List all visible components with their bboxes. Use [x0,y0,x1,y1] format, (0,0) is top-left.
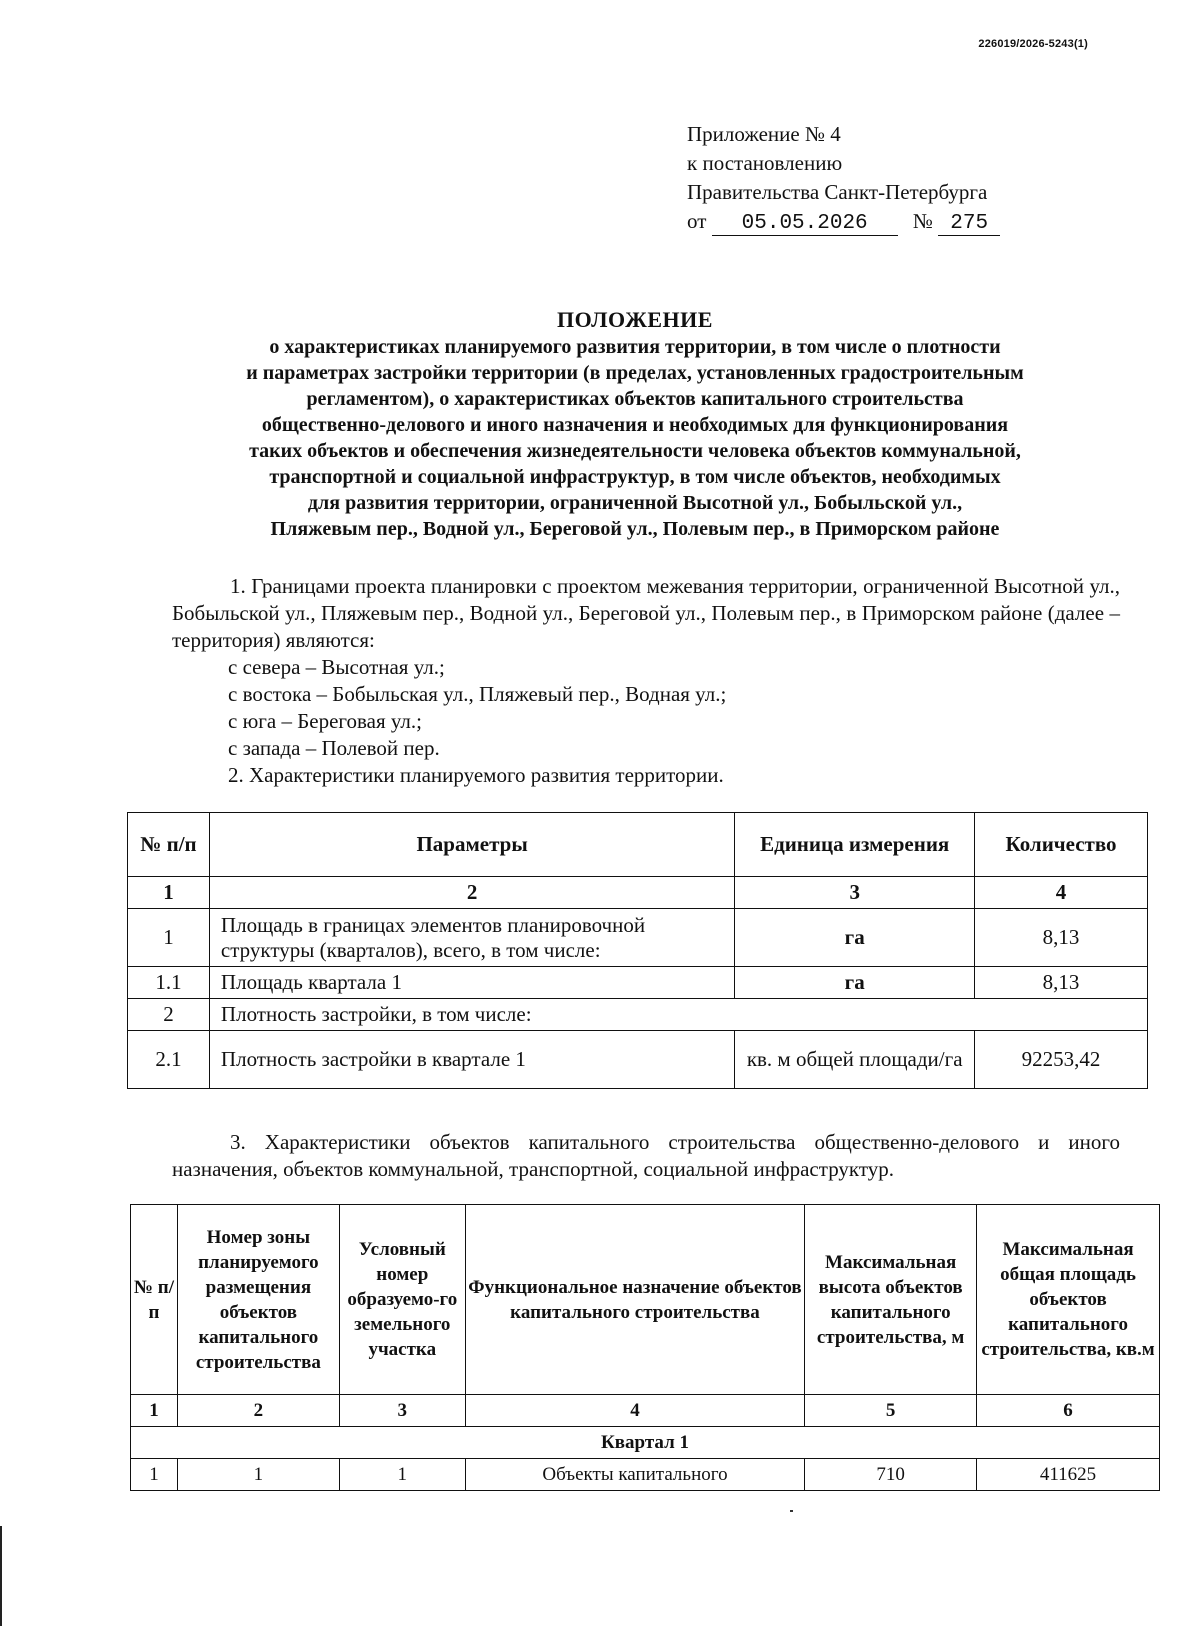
row-parameter: Площадь квартала 1 [209,967,734,999]
row-number: 1.1 [128,967,210,999]
index-cell: 1 [131,1395,178,1427]
row-unit: га [735,909,975,967]
index-cell: 1 [128,877,210,909]
index-cell: 5 [805,1395,977,1427]
table-header-row [131,1205,1160,1395]
col-header-plot-number: Условный номер образуемо-го земельного участка [339,1205,465,1395]
section-3-text: 3. Характеристики объектов капитального строительства общественно-делового и иного назначения, объектов коммунальной, транспортной, социальной инфраструктур. [172,1130,1120,1181]
section-2-heading: 2. Характеристики планируемого развития территории. [228,763,724,787]
from-label: от [687,209,707,233]
row-number: 2.1 [128,1031,210,1089]
section-1-text: 1. Границами проекта планировки с проектом межевания территории, ограниченной Высотной ул., Бобыльской ул., Пляжевым пер., Водной ул., Береговой ул., Полевым пер., в Приморском районе (далее – территория) являются: [172,574,1120,652]
appendix-line-3: Правительства Санкт-Петербурга [687,180,988,204]
group-row [131,1427,1160,1459]
col-header-function: Функциональное назначение объектов капитального строительства [465,1205,804,1395]
row-parameter: Плотность застройки в квартале 1 [209,1031,734,1089]
table-index-row [131,1395,1160,1427]
col-header-max-height: Максимальная высота объектов капитального строительства, м [805,1205,977,1395]
appendix-date-line [687,207,1000,236]
document-title: ПОЛОЖЕНИЕ [557,307,713,332]
appendix-line-2: к постановлению [687,151,843,175]
subtitle-line: транспортной и социальной инфраструктур, в том числе объектов, необходимых [269,466,1001,488]
row-quantity: 92253,42 [975,1031,1148,1089]
table-header-row [128,813,1148,877]
row-function: Объекты капитального [465,1459,804,1491]
subtitle-line: о характеристиках планируемого развития территории, в том числе о плотности [269,336,1001,358]
boundary-east: с востока – Бобыльская ул., Пляжевый пер., Водная ул.; [228,682,727,706]
subtitle-line: для развития территории, ограниченной Высотной ул., Бобыльской ул., [307,492,963,514]
index-cell: 2 [177,1395,339,1427]
row-number: 2 [128,999,210,1031]
appendix-line-1: Приложение № 4 [687,122,841,146]
quarter-group-label: Квартал 1 [131,1427,1160,1459]
index-cell: 3 [339,1395,465,1427]
col-header-quantity: Количество [975,813,1148,877]
capital-construction-table [130,1204,1160,1491]
number-label: № [912,209,933,233]
row-quantity: 8,13 [975,909,1148,967]
document-registration-number: 226019/2026-5243(1) [978,38,1088,50]
decree-date: 05.05.2026 [712,213,898,236]
row-unit: кв. м общей площади/га [735,1031,975,1089]
row-parameter: Площадь в границах элементов планировочной структуры (кварталов), всего, в том числе: [209,909,734,967]
decree-number: 275 [938,213,1000,236]
index-cell: 4 [975,877,1148,909]
subtitle-line: таких объектов и обеспечения жизнедеятельности человека объектов коммунальной, [249,440,1021,462]
row-max-area: 411625 [977,1459,1160,1491]
table-row [128,909,1148,967]
table-row [128,967,1148,999]
appendix-header [687,120,1000,236]
col-header-max-area: Максимальная общая площадь объектов капитального строительства, кв.м [977,1205,1160,1395]
subtitle-line: и параметрах застройки территории (в пределах, установленных градостроительным [246,362,1024,384]
table-row [128,999,1148,1031]
table-row [131,1459,1160,1491]
col-header-parameters: Параметры [209,813,734,877]
col-header-number: № п/п [128,813,210,877]
row-max-height: 710 [805,1459,977,1491]
col-header-unit: Единица измерения [735,813,975,877]
table-row [128,1031,1148,1089]
subtitle-line: регламентом), о характеристиках объектов капитального строительства [306,388,964,410]
row-plot-number: 1 [339,1459,465,1491]
row-number: 1 [131,1459,178,1491]
index-cell: 6 [977,1395,1160,1427]
document-title-block [150,306,1120,542]
territory-characteristics-table [127,812,1148,1089]
boundary-south: с юга – Береговая ул.; [228,709,422,733]
boundary-west: с запада – Полевой пер. [228,736,440,760]
index-cell: 3 [735,877,975,909]
section-1 [172,573,1120,789]
subtitle-line: Пляжевым пер., Водной ул., Береговой ул., Полевым пер., в Приморском районе [270,518,1000,540]
scan-edge-mark [0,1526,2,1626]
row-unit: га [735,967,975,999]
row-quantity: 8,13 [975,967,1148,999]
col-header-number: № п/п [131,1205,178,1395]
index-cell: 2 [209,877,734,909]
col-header-zone-number: Номер зоны планируемого размещения объектов капитального строительства [177,1205,339,1395]
row-zone-number: 1 [177,1459,339,1491]
index-cell: 4 [465,1395,804,1427]
row-parameter: Плотность застройки, в том числе: [209,999,1147,1031]
subtitle-line: общественно-делового и иного назначения и необходимых для функционирования [261,414,1009,436]
boundary-north: с севера – Высотная ул.; [228,655,445,679]
scan-speck [790,1510,793,1512]
table-index-row [128,877,1148,909]
row-number: 1 [128,909,210,967]
